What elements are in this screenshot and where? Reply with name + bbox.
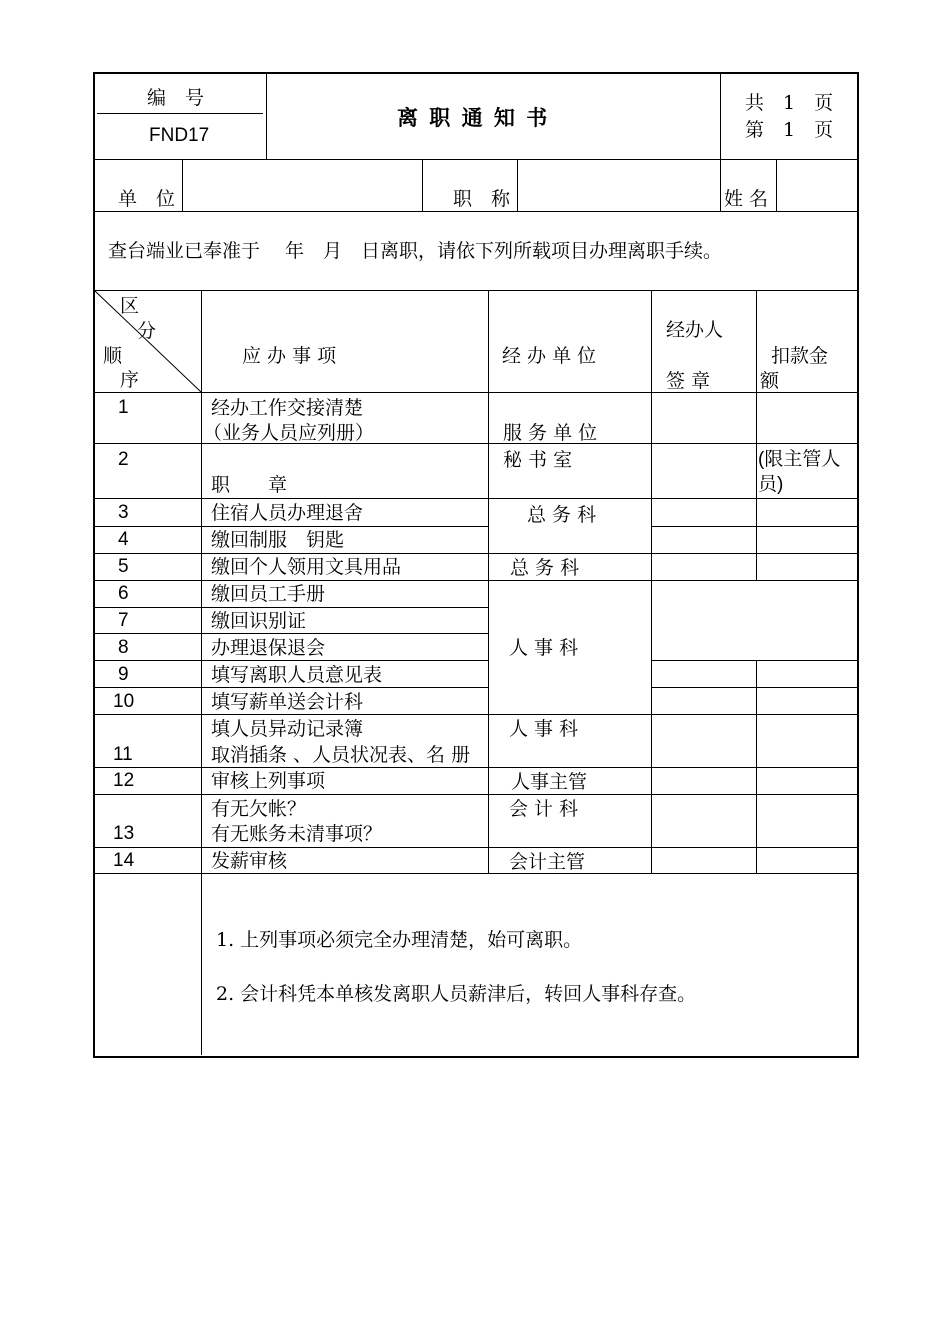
code-value: FND17 bbox=[149, 125, 210, 146]
row-number: 6 bbox=[118, 583, 129, 604]
row-dept: 会 计 科 bbox=[509, 798, 579, 820]
notice-text: 查台端业已奉准于 年 月 日离职，请依下列所载项目办理离职手续。 bbox=[108, 240, 723, 262]
row-line bbox=[95, 794, 857, 795]
row-number: 9 bbox=[118, 664, 129, 685]
row-number: 3 bbox=[118, 502, 129, 523]
row-number: 7 bbox=[118, 610, 129, 631]
col-line-handler bbox=[651, 291, 652, 873]
row-line bbox=[95, 633, 488, 634]
row-item: 职 章 bbox=[211, 474, 288, 496]
row-number: 10 bbox=[113, 691, 135, 712]
code-underline bbox=[97, 113, 263, 114]
position-label: 职 称 bbox=[453, 188, 511, 210]
row-item-sub: 有无账务未清事项？ bbox=[211, 823, 383, 845]
row-item-sub: 取消插条 、人员状况表、名 册 bbox=[211, 744, 471, 766]
row-number: 11 bbox=[113, 744, 133, 765]
row-note: (限主管人 bbox=[758, 449, 841, 470]
header-divider-right bbox=[720, 74, 721, 159]
row-number: 4 bbox=[118, 529, 129, 550]
row-item: 填人员异动记录簿 bbox=[211, 718, 364, 740]
header-divider-left bbox=[266, 74, 267, 159]
row-dept: 服 务 单 位 bbox=[503, 422, 598, 444]
header-category-2: 分 bbox=[137, 320, 157, 342]
header-handler-1: 经办人 bbox=[666, 319, 724, 341]
form-title: 离 职 通 知 书 bbox=[397, 105, 550, 130]
header-bottom-line bbox=[95, 159, 857, 160]
row-line bbox=[95, 873, 857, 874]
row-item: 缴回员工手册 bbox=[211, 583, 326, 605]
row-line bbox=[95, 580, 857, 581]
info-bottom-line bbox=[95, 211, 857, 212]
name-label: 姓 名 bbox=[724, 188, 769, 210]
header-order-1: 顺 bbox=[103, 345, 123, 367]
row-line bbox=[95, 498, 857, 499]
row-number: 14 bbox=[113, 850, 135, 871]
row-item-sub: （业务人员应列册） bbox=[203, 422, 375, 444]
row-item: 填写离职人员意见表 bbox=[211, 664, 383, 686]
row-number: 5 bbox=[118, 556, 129, 577]
row-dept: 秘 书 室 bbox=[503, 449, 573, 471]
row-item: 审核上列事项 bbox=[211, 770, 326, 792]
row-note: 员) bbox=[758, 474, 784, 495]
row-item: 缴回识别证 bbox=[211, 610, 307, 632]
row-line bbox=[95, 607, 488, 608]
row-line bbox=[95, 553, 857, 554]
row-item: 填写薪单送会计科 bbox=[211, 691, 364, 713]
info-divider bbox=[182, 160, 183, 211]
row-line bbox=[651, 687, 857, 688]
row-line bbox=[95, 687, 488, 688]
code-label: 编 号 bbox=[147, 87, 205, 109]
footer-note-1: 1. 上列事项必须完全办理清楚，始可离职。 bbox=[216, 929, 583, 951]
row-number: 12 bbox=[113, 770, 135, 791]
info-divider bbox=[776, 160, 777, 211]
row-line bbox=[95, 714, 857, 715]
row-dept: 人事主管 bbox=[511, 771, 588, 793]
row-dept: 人 事 科 bbox=[509, 718, 579, 740]
row-number: 1 bbox=[118, 397, 129, 418]
row-line bbox=[95, 660, 488, 661]
row-dept: 总 务 科 bbox=[510, 557, 580, 579]
col-line-items bbox=[201, 291, 202, 1055]
row-item: 发薪审核 bbox=[211, 850, 288, 872]
row-item: 办理退保退会 bbox=[211, 637, 326, 659]
current-page: 第 1 页 bbox=[745, 119, 834, 141]
header-deduct-2: 额 bbox=[760, 370, 780, 392]
merged-dept-general: 总 务 科 bbox=[527, 504, 597, 526]
row-number: 2 bbox=[118, 449, 129, 470]
row-line bbox=[95, 847, 857, 848]
header-items: 应 办 事 项 bbox=[242, 345, 337, 367]
row-number: 8 bbox=[118, 637, 129, 658]
info-divider bbox=[422, 160, 423, 211]
header-dept: 经 办 单 位 bbox=[502, 345, 597, 367]
info-divider bbox=[517, 160, 518, 211]
row-item: 住宿人员办理退舍 bbox=[211, 502, 364, 524]
row-item: 经办工作交接清楚 bbox=[211, 397, 364, 419]
form-frame bbox=[93, 72, 859, 1058]
row-line bbox=[651, 660, 857, 661]
notice-bottom-line bbox=[95, 290, 857, 291]
row-line bbox=[95, 526, 488, 527]
row-line bbox=[651, 526, 857, 527]
merged-dept-hr: 人 事 科 bbox=[509, 637, 579, 659]
row-item: 缴回个人领用文具用品 bbox=[211, 556, 402, 578]
total-pages: 共 1 页 bbox=[745, 92, 834, 114]
col-line-dept bbox=[488, 291, 489, 873]
footer-note-2: 2. 会计科凭本单核发离职人员薪津后，转回人事科存查。 bbox=[216, 983, 697, 1005]
unit-label: 单 位 bbox=[118, 188, 176, 210]
row-line bbox=[95, 767, 857, 768]
header-category-1: 区 bbox=[120, 295, 140, 317]
col-line-deduct bbox=[756, 291, 757, 580]
header-handler-2: 签 章 bbox=[666, 370, 711, 392]
row-item: 缴回制服 钥匙 bbox=[211, 529, 345, 551]
header-order-2: 序 bbox=[120, 369, 140, 391]
row-dept: 会计主管 bbox=[509, 851, 586, 873]
row-line bbox=[95, 392, 857, 393]
row-number: 13 bbox=[113, 823, 135, 844]
info-divider bbox=[720, 160, 721, 211]
row-item: 有无欠帐？ bbox=[211, 798, 307, 820]
header-deduct-1: 扣款金 bbox=[771, 345, 829, 367]
